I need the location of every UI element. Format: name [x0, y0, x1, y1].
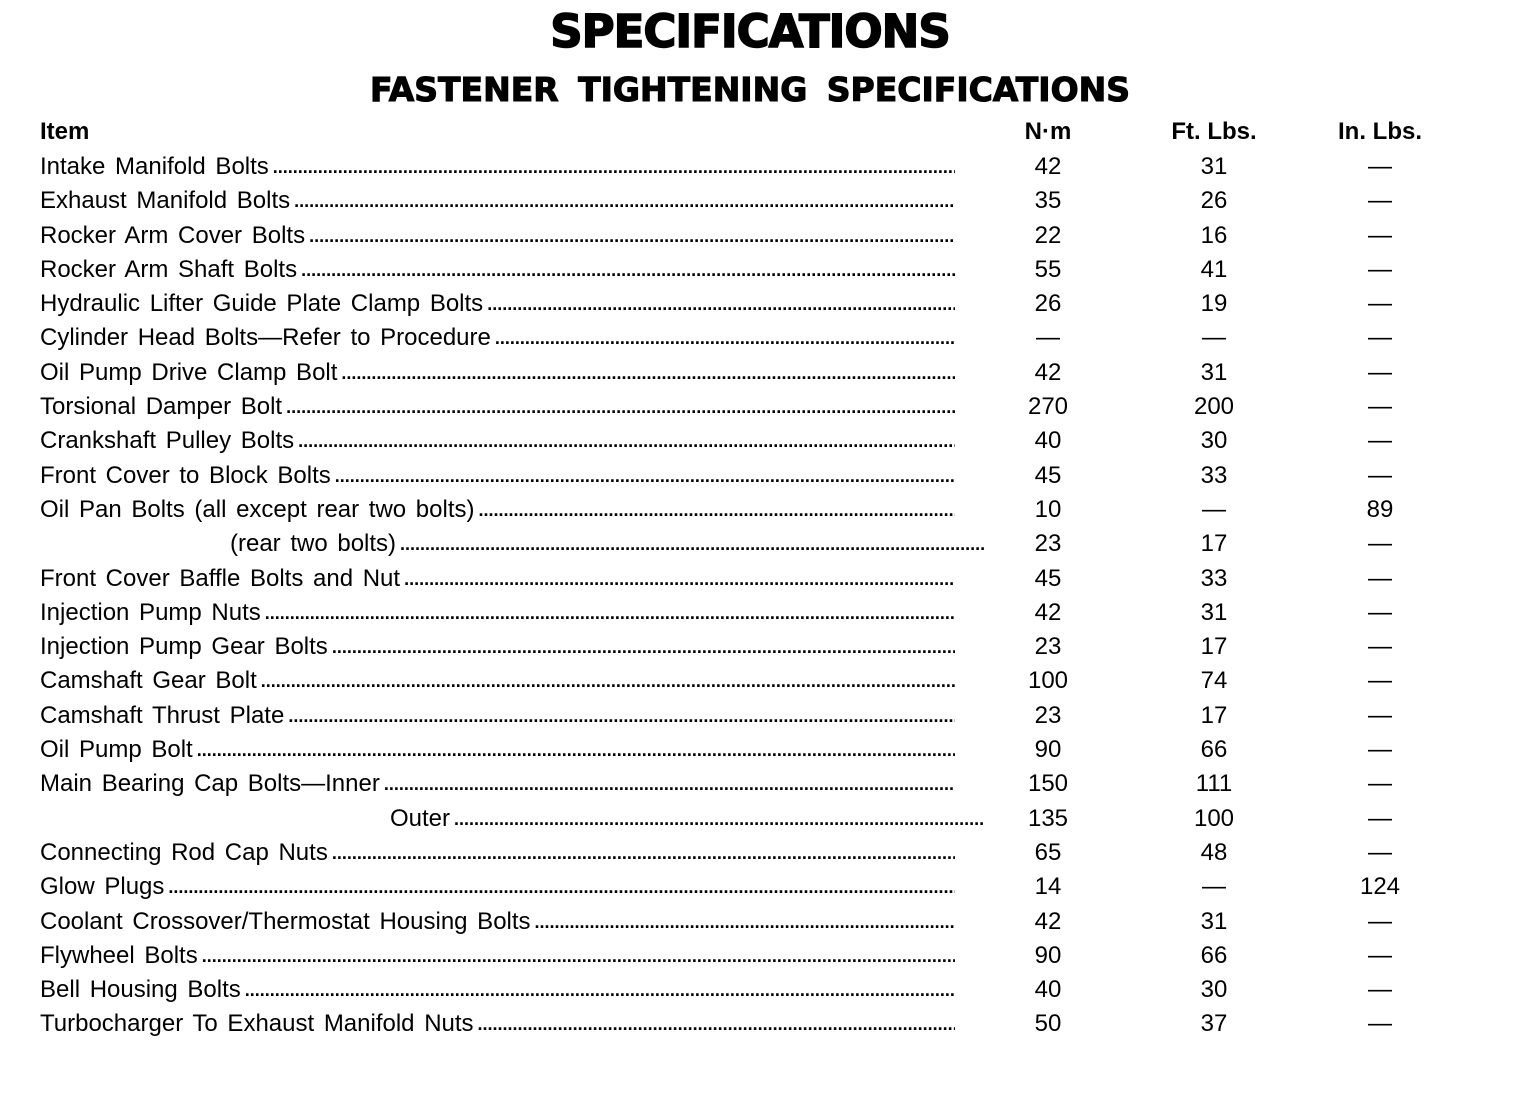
value-ft-lbs: 17 — [1200, 530, 1228, 558]
dot-leader — [294, 184, 955, 218]
value-nm: 50 — [1034, 1010, 1062, 1038]
value-ft-lbs: — — [1202, 324, 1226, 352]
spec-table-body — [0, 150, 1520, 1042]
item-label: Connecting Rod Cap Nuts — [40, 838, 328, 866]
table-row — [0, 939, 1520, 973]
value-ft-lbs: 19 — [1200, 290, 1228, 318]
value-ft-lbs: 17 — [1200, 633, 1228, 661]
value-nm: 22 — [1034, 221, 1062, 249]
column-header-item: Item — [40, 118, 90, 145]
column-header-in-lbs: In. Lbs. — [1338, 118, 1422, 145]
table-row — [0, 630, 1520, 664]
value-ft-lbs: 30 — [1200, 976, 1228, 1004]
value-ft-lbs: 200 — [1193, 393, 1235, 421]
value-nm: — — [1036, 324, 1060, 352]
dot-leader — [404, 562, 955, 596]
item-leader — [40, 802, 984, 836]
value-ft-lbs: 100 — [1193, 804, 1235, 832]
value-nm: 45 — [1034, 564, 1062, 592]
table-row — [0, 459, 1520, 493]
value-nm: 55 — [1034, 255, 1062, 283]
table-row — [0, 184, 1520, 218]
value-ft-lbs: 66 — [1200, 941, 1228, 969]
dot-leader — [495, 321, 955, 355]
dot-leader — [454, 802, 984, 836]
value-ft-lbs: 33 — [1200, 564, 1228, 592]
value-in-lbs: 89 — [1366, 495, 1394, 523]
value-ft-lbs: — — [1202, 495, 1226, 523]
value-nm: 42 — [1034, 598, 1062, 626]
item-label: Camshaft Gear Bolt — [40, 667, 257, 695]
value-nm: 42 — [1034, 907, 1062, 935]
value-in-lbs: — — [1368, 667, 1392, 695]
value-ft-lbs: 30 — [1200, 427, 1228, 455]
value-ft-lbs: 31 — [1200, 907, 1228, 935]
item-leader — [40, 253, 955, 287]
table-row — [0, 253, 1520, 287]
value-ft-lbs: 74 — [1200, 667, 1228, 695]
value-nm: 150 — [1027, 770, 1069, 798]
value-in-lbs: — — [1368, 427, 1392, 455]
value-in-lbs: — — [1368, 1010, 1392, 1038]
value-in-lbs: — — [1368, 804, 1392, 832]
value-in-lbs: — — [1368, 564, 1392, 592]
table-row — [0, 870, 1520, 904]
value-nm: 135 — [1027, 804, 1069, 832]
value-in-lbs: — — [1368, 221, 1392, 249]
dot-leader — [309, 219, 955, 253]
item-label: (rear two bolts) — [230, 530, 397, 558]
table-header — [0, 116, 1520, 148]
value-in-lbs: — — [1368, 358, 1392, 386]
dot-leader — [335, 459, 955, 493]
value-ft-lbs: 37 — [1200, 1010, 1228, 1038]
page-subtitle: FASTENER TIGHTENING SPECIFICATIONS — [369, 70, 1131, 109]
dot-leader — [273, 150, 955, 184]
column-header-ft-lbs: Ft. Lbs. — [1171, 118, 1257, 145]
value-in-lbs: — — [1368, 838, 1392, 866]
dot-leader — [202, 939, 955, 973]
value-in-lbs: — — [1368, 907, 1392, 935]
value-in-lbs: — — [1368, 461, 1392, 489]
table-row — [0, 219, 1520, 253]
item-label: Crankshaft Pulley Bolts — [40, 427, 295, 455]
value-ft-lbs: — — [1202, 873, 1226, 901]
value-nm: 14 — [1034, 873, 1062, 901]
table-row — [0, 287, 1520, 321]
value-ft-lbs: 41 — [1200, 255, 1228, 283]
table-row — [0, 699, 1520, 733]
item-label: Front Cover Baffle Bolts and Nut — [40, 564, 401, 592]
table-row — [0, 836, 1520, 870]
value-nm: 42 — [1034, 358, 1062, 386]
table-row — [0, 356, 1520, 390]
dot-leader — [261, 664, 955, 698]
item-label: Oil Pump Bolt — [40, 736, 193, 764]
dot-leader — [341, 356, 955, 390]
item-label: Oil Pump Drive Clamp Bolt — [40, 358, 338, 386]
item-label: Turbocharger To Exhaust Manifold Nuts — [40, 1010, 474, 1038]
dot-leader — [298, 424, 955, 458]
item-leader — [40, 562, 955, 596]
item-label: Outer — [390, 804, 451, 832]
value-ft-lbs: 48 — [1200, 838, 1228, 866]
table-row — [0, 493, 1520, 527]
dot-leader — [487, 287, 955, 321]
dot-leader — [301, 253, 955, 287]
dot-leader — [400, 527, 984, 561]
value-nm: 23 — [1034, 530, 1062, 558]
dot-leader — [168, 870, 955, 904]
value-ft-lbs: 111 — [1195, 770, 1233, 798]
item-leader — [40, 184, 955, 218]
dot-leader — [332, 630, 955, 664]
value-nm: 35 — [1034, 187, 1062, 215]
value-nm: 26 — [1034, 290, 1062, 318]
item-leader — [40, 939, 955, 973]
item-leader — [40, 596, 955, 630]
dot-leader — [288, 699, 955, 733]
table-row — [0, 973, 1520, 1007]
dot-leader — [245, 973, 955, 1007]
dot-leader — [286, 390, 955, 424]
value-in-lbs: — — [1368, 530, 1392, 558]
dot-leader — [265, 596, 955, 630]
dot-leader — [479, 493, 956, 527]
value-in-lbs: — — [1368, 976, 1392, 1004]
item-label: Camshaft Thrust Plate — [40, 701, 285, 729]
table-row — [0, 562, 1520, 596]
item-leader — [40, 493, 955, 527]
item-leader — [40, 733, 955, 767]
value-in-lbs: — — [1368, 153, 1392, 180]
table-row — [0, 321, 1520, 355]
item-leader — [40, 630, 955, 664]
item-label: Hydraulic Lifter Guide Plate Clamp Bolts — [40, 290, 484, 318]
item-leader — [40, 699, 955, 733]
item-leader — [40, 836, 955, 870]
value-in-lbs: — — [1368, 290, 1392, 318]
value-in-lbs: — — [1368, 598, 1392, 626]
item-label: Injection Pump Gear Bolts — [40, 633, 328, 661]
item-leader — [40, 150, 955, 184]
value-ft-lbs: 16 — [1200, 221, 1228, 249]
dot-leader — [197, 733, 955, 767]
item-leader — [40, 390, 955, 424]
value-in-lbs: — — [1368, 701, 1392, 729]
table-row — [0, 1007, 1520, 1041]
value-ft-lbs: 66 — [1200, 736, 1228, 764]
value-in-lbs: — — [1368, 187, 1392, 215]
item-leader — [40, 219, 955, 253]
table-row — [0, 664, 1520, 698]
dot-leader — [535, 905, 955, 939]
item-leader — [40, 870, 955, 904]
table-row — [0, 733, 1520, 767]
value-nm: 270 — [1027, 393, 1069, 421]
value-in-lbs: — — [1368, 633, 1392, 661]
item-leader — [40, 459, 955, 493]
value-nm: 42 — [1034, 153, 1062, 180]
value-nm: 65 — [1034, 838, 1062, 866]
value-nm: 100 — [1027, 667, 1069, 695]
item-leader — [40, 424, 955, 458]
table-row — [0, 596, 1520, 630]
table-row — [0, 802, 1520, 836]
item-label: Bell Housing Bolts — [40, 976, 241, 1004]
table-row — [0, 390, 1520, 424]
value-ft-lbs: 26 — [1200, 187, 1228, 215]
item-label: Rocker Arm Cover Bolts — [40, 221, 306, 249]
item-leader — [40, 356, 955, 390]
column-header-nm: N·m — [1024, 118, 1072, 145]
value-nm: 45 — [1034, 461, 1062, 489]
item-label: Front Cover to Block Bolts — [40, 461, 331, 489]
value-nm: 90 — [1034, 941, 1062, 969]
value-nm: 10 — [1034, 495, 1062, 523]
item-label: Exhaust Manifold Bolts — [40, 187, 291, 215]
item-leader — [40, 905, 955, 939]
item-label: Coolant Crossover/Thermostat Housing Bolts — [40, 907, 531, 935]
value-ft-lbs: 31 — [1200, 358, 1228, 386]
item-leader — [40, 321, 955, 355]
value-nm: 23 — [1034, 633, 1062, 661]
item-label: Main Bearing Cap Bolts—Inner — [40, 770, 380, 798]
value-in-lbs: — — [1368, 941, 1392, 969]
value-nm: 23 — [1034, 701, 1062, 729]
item-label: Oil Pan Bolts (all except rear two bolts) — [40, 495, 475, 523]
item-leader — [40, 664, 955, 698]
value-nm: 40 — [1034, 427, 1062, 455]
value-ft-lbs: 31 — [1200, 598, 1228, 626]
item-leader — [40, 527, 984, 561]
value-in-lbs: 124 — [1359, 873, 1401, 901]
value-in-lbs: — — [1368, 324, 1392, 352]
table-row — [0, 527, 1520, 561]
value-nm: 40 — [1034, 976, 1062, 1004]
page-title: SPECIFICATIONS — [550, 5, 950, 58]
item-leader — [40, 1007, 955, 1041]
value-ft-lbs: 17 — [1200, 701, 1228, 729]
item-leader — [40, 767, 955, 801]
table-row — [0, 767, 1520, 801]
table-row — [0, 150, 1520, 184]
value-in-lbs: — — [1368, 736, 1392, 764]
item-label: Cylinder Head Bolts—Refer to Procedure — [40, 324, 491, 352]
item-leader — [40, 973, 955, 1007]
dot-leader — [332, 836, 955, 870]
dot-leader — [478, 1007, 955, 1041]
table-row — [0, 905, 1520, 939]
value-in-lbs: — — [1368, 393, 1392, 421]
value-nm: 90 — [1034, 736, 1062, 764]
item-leader — [40, 287, 955, 321]
item-label: Intake Manifold Bolts — [40, 153, 269, 180]
value-in-lbs: — — [1368, 255, 1392, 283]
value-ft-lbs: 33 — [1200, 461, 1228, 489]
item-label: Flywheel Bolts — [40, 941, 198, 969]
item-label: Torsional Damper Bolt — [40, 393, 283, 421]
item-label: Injection Pump Nuts — [40, 598, 261, 626]
item-label: Glow Plugs — [40, 873, 165, 901]
item-label: Rocker Arm Shaft Bolts — [40, 255, 298, 283]
dot-leader — [384, 767, 955, 801]
value-in-lbs: — — [1368, 770, 1392, 798]
value-ft-lbs: 31 — [1200, 153, 1228, 180]
table-row — [0, 424, 1520, 458]
